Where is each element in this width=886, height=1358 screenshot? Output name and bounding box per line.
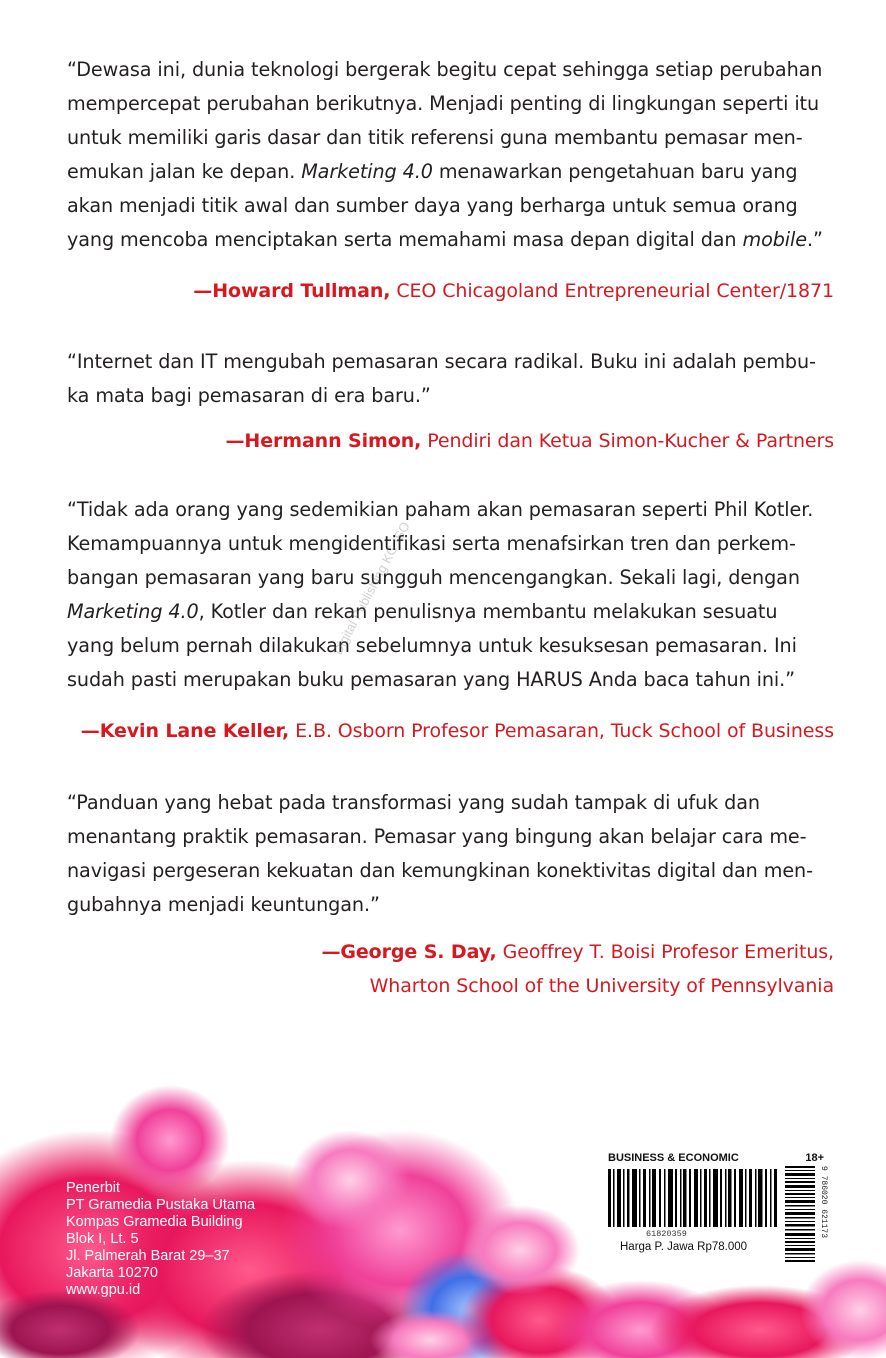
book-title-italic: Marketing 4.0 <box>67 600 199 623</box>
quote-line: .” <box>806 228 823 251</box>
quote-line: sudah pasti merupakan buku pemasaran yang HARUS Anda baca tahun ini.” <box>67 668 795 691</box>
publisher-label: Penerbit <box>66 1180 121 1196</box>
quote-line: mempercepat perubahan berikutnya. Menjadi penting di lingkungan seperti itu <box>67 92 820 115</box>
quote-italic: mobile <box>742 228 807 251</box>
publisher-address: Jl. Palmerah Barat 29–37 <box>66 1248 230 1264</box>
attribution-role: CEO Chicagoland Entrepreneurial Center/1871 <box>390 280 834 302</box>
quote-line: ka mata bagi pemasaran di era baru.” <box>67 384 431 407</box>
quote-line: untuk memiliki garis dasar dan titik referensi guna membantu pemasar men- <box>67 126 803 149</box>
book-category: BUSINESS & ECONOMIC <box>608 1152 739 1164</box>
barcode-number: 61820359 <box>646 1229 687 1239</box>
quote-line: akan menjadi titik awal dan sumber daya yang berharga untuk semua orang <box>67 194 798 217</box>
quote-line: navigasi pergeseran kekuatan dan kemungkinan konektivitas digital dan men- <box>67 859 813 882</box>
publisher-address: Kompas Gramedia Building <box>66 1214 243 1230</box>
attribution-role: Geoffrey T. Boisi Profesor Emeritus, <box>496 941 834 963</box>
attribution-howard-tullman <box>193 274 834 308</box>
attribution-author: —Hermann Simon, <box>225 430 422 452</box>
attribution-author: —Howard Tullman, <box>193 280 391 302</box>
attribution-author: —Kevin Lane Keller, <box>80 720 290 742</box>
quote-line: emukan jalan ke depan. <box>67 160 302 183</box>
attribution-role: E.B. Osborn Profesor Pemasaran, Tuck School of Business <box>289 720 834 742</box>
quote-line: menantang praktik pemasaran. Pemasar yang bingung akan belajar cara me- <box>67 825 807 848</box>
attribution-george-day <box>322 935 835 969</box>
quote-line: Kemampuannya untuk mengidentifikasi serta menafsirkan tren dan perkem- <box>67 532 796 555</box>
publisher-info <box>66 1180 255 1299</box>
quote-line: , Kotler dan rekan penulisnya membantu melakukan sesuatu <box>198 600 778 623</box>
quote-line: gubahnya menjadi keuntungan.” <box>67 893 380 916</box>
attribution-role: Pendiri dan Ketua Simon-Kucher & Partners <box>421 430 834 452</box>
quote-line: “Dewasa ini, dunia teknologi bergerak begitu cepat sehingga setiap perubahan <box>67 58 823 81</box>
isbn-number <box>816 1166 828 1262</box>
quote-line: yang belum pernah dilakukan sebelumnya untuk kesuksesan pemasaran. Ini <box>67 634 797 657</box>
isbn-digits: 9 786020 621173 <box>819 1166 828 1239</box>
publisher-address: Blok I, Lt. 5 <box>66 1231 139 1247</box>
attribution-george-day-affiliation <box>370 969 834 1003</box>
quote-line: “Panduan yang hebat pada transformasi yang sudah tampak di ufuk dan <box>67 791 760 814</box>
publisher-name: PT Gramedia Pustaka Utama <box>66 1197 256 1213</box>
attribution-hermann-simon <box>226 424 835 458</box>
barcode-icon <box>608 1169 778 1227</box>
quote-kevin-lane-keller <box>67 493 839 697</box>
isbn-barcode-icon <box>785 1166 815 1262</box>
publisher-address: Jakarta 10270 <box>66 1265 158 1281</box>
quote-hermann-simon <box>67 345 839 413</box>
age-rating: 18+ <box>805 1152 824 1164</box>
quote-line: bangan pemasaran yang baru sungguh mencengangkan. Sekali lagi, dengan <box>67 566 800 589</box>
barcode-panel <box>598 1148 830 1268</box>
attribution-role: Wharton School of the University of Pennsylvania <box>369 975 834 997</box>
quote-line: “Tidak ada orang yang sedemikian paham akan pemasaran seperti Phil Kotler. <box>67 498 814 521</box>
quote-howard-tullman <box>67 53 839 257</box>
quote-line: “Internet dan IT mengubah pemasaran secara radikal. Buku ini adalah pembu- <box>67 350 816 373</box>
quote-line: yang mencoba menciptakan serta memahami masa depan digital dan <box>67 228 743 251</box>
watermark: Digital Publishing KG ISO <box>330 519 413 658</box>
quote-line: menawarkan pengetahuan baru yang <box>432 160 798 183</box>
price-label: Harga P. Jawa Rp78.000 <box>620 1241 748 1253</box>
attribution-kevin-lane-keller <box>81 714 834 748</box>
attribution-author: —George S. Day, <box>321 941 497 963</box>
publisher-website: www.gpu.id <box>66 1282 141 1298</box>
book-title-italic: Marketing 4.0 <box>301 160 433 183</box>
quote-george-day <box>67 786 839 922</box>
